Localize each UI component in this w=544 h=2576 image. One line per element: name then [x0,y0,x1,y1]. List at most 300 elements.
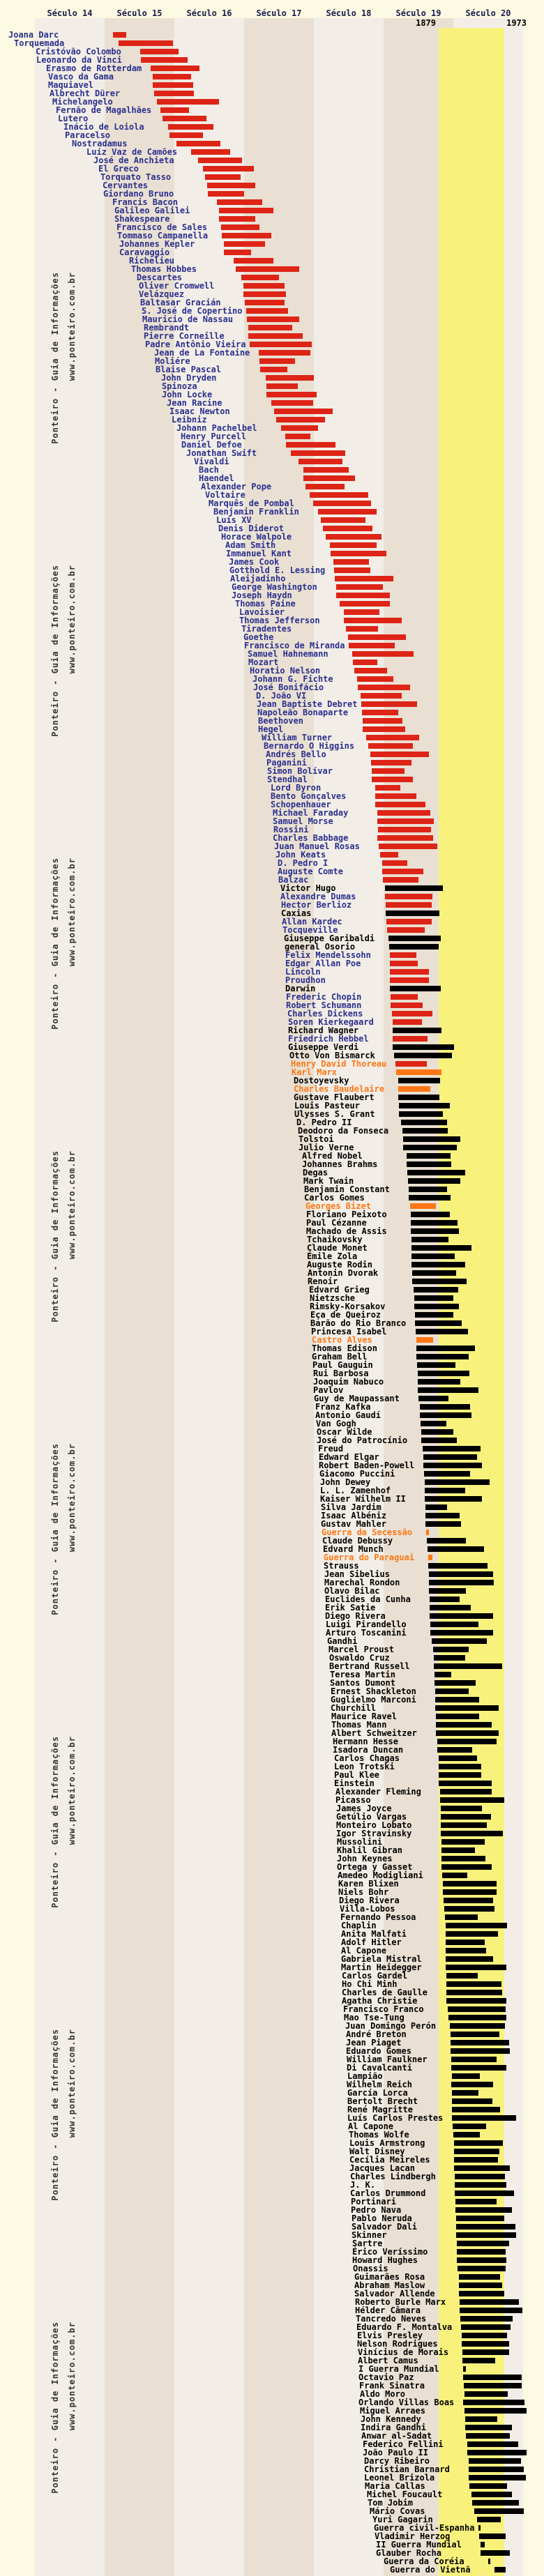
person-name[interactable]: Maurice Ravel [331,1712,397,1721]
person-name[interactable]: Freud [318,1444,344,1454]
person-name[interactable]: Vladimir Herzog [375,2531,451,2541]
event-name[interactable]: Guerra da Coréia [384,2556,464,2566]
person-name[interactable]: Ernest Shackleton [331,1686,416,1696]
person-name[interactable]: Francisco de Miranda [244,641,345,650]
person-name[interactable]: Isaac Albéniz [321,1511,386,1521]
person-name[interactable]: Richard Wagner [288,1026,359,1035]
person-name[interactable]: Orlando Villas Boas [358,2398,455,2407]
person-name[interactable]: Edward Elgar [319,1452,379,1462]
person-name[interactable]: Vinícius de Morais [358,2347,449,2357]
person-name[interactable]: Adam Smith [225,540,276,550]
person-name[interactable]: Darcy Ribeiro [364,2456,430,2466]
person-name[interactable]: Pablo Neruda [352,2213,412,2223]
person-name[interactable]: Schopenhauer [271,800,331,809]
person-name[interactable]: Gustave Flaubert [294,1092,375,1102]
person-name[interactable]: Goethe [243,632,274,642]
person-name[interactable]: Bento Gonçalves [271,791,347,801]
person-name[interactable]: Lincoln [285,967,321,977]
person-name[interactable]: Jean Racine [167,398,222,408]
person-name[interactable]: Yuri Gagarin [372,2515,433,2524]
person-name[interactable]: Tocqueville [282,925,338,935]
person-name[interactable]: Karl Marx [292,1067,338,1077]
person-name[interactable]: Diego Rivera [325,1611,386,1621]
person-name[interactable]: Alexander Pope [201,482,272,491]
person-name[interactable]: Michelangelo [52,97,113,107]
person-name[interactable]: Auguste Rodin [307,1260,372,1270]
person-name[interactable]: Nietzsche [310,1293,356,1303]
person-name[interactable]: Caxias [281,908,312,918]
event-name[interactable]: I Guerra Mundial [358,2364,439,2374]
person-name[interactable]: Stendhal [267,775,308,784]
person-name[interactable]: Michael Faraday [273,808,349,818]
person-name[interactable]: Francisco de Sales [116,222,208,232]
event-name[interactable]: Guerra civil-Espanha [374,2523,475,2533]
person-name[interactable]: Mozart [248,657,279,667]
person-name[interactable]: Wilhelm Reich [347,2080,412,2089]
person-name[interactable]: Isadora Duncan [333,1745,404,1755]
person-name[interactable]: Tancredo Neves [356,2314,427,2324]
person-name[interactable]: Frederic Chopin [286,992,362,1002]
person-name[interactable]: Miguel Arraes [360,2406,425,2416]
person-name[interactable]: Rossini [273,825,309,834]
person-name[interactable]: Skinner [352,2230,387,2240]
person-name[interactable]: S. José de Copertino [142,306,243,316]
person-name[interactable]: Charles Dickens [287,1009,363,1019]
person-name[interactable]: Émile Zola [307,1251,358,1261]
person-name[interactable]: Diego Rivera [339,1896,400,1905]
person-name[interactable]: Thomas Mann [331,1720,387,1730]
person-name[interactable]: Carlos Chagas [334,1753,400,1763]
person-name[interactable]: Descartes [137,273,183,282]
person-name[interactable]: Joana Darc [8,30,59,40]
person-name[interactable]: Hélder Câmara [355,2306,421,2315]
person-name[interactable]: Paul Gauguin [312,1360,373,1370]
person-name[interactable]: Samuel Hahnemann [248,649,328,659]
person-name[interactable]: Gandhi [327,1636,358,1646]
person-name[interactable]: Deodoro da Fonseca [298,1126,389,1136]
person-name[interactable]: William Turner [262,733,333,742]
person-name[interactable]: Luís Carlos Prestes [347,2113,444,2123]
person-name[interactable]: Hermann Hesse [333,1737,398,1746]
person-name[interactable]: Tom Jobim [368,2498,414,2508]
person-name[interactable]: Claude Monet [307,1243,368,1253]
person-name[interactable]: Darwin [285,984,316,993]
person-name[interactable]: Eduardo Gomes [346,2046,411,2056]
person-name[interactable]: Oscar Wilde [317,1427,372,1437]
person-name[interactable]: Joseph Haydn [232,590,292,600]
person-name[interactable]: Edvard Munch [323,1544,384,1554]
person-name[interactable]: Howard Hughes [352,2255,418,2265]
person-name[interactable]: Strauss [324,1561,359,1571]
person-name[interactable]: Anita Malfati [341,1929,407,1939]
person-name[interactable]: Nelson Rodrigues [357,2339,438,2349]
person-name[interactable]: John Keats [275,850,326,860]
person-name[interactable]: Antonio Gaudí [315,1410,381,1420]
person-name[interactable]: Thomas Wolfe [349,2130,409,2140]
person-name[interactable]: Princesa Isabel [311,1327,387,1336]
person-name[interactable]: Maria Callas [365,2481,425,2491]
person-name[interactable]: Cristóvão Colombo [36,47,121,56]
person-name[interactable]: Auguste Comte [278,867,343,876]
person-name[interactable]: John Dewey [320,1477,371,1487]
person-name[interactable]: Fernando Pessoa [340,1912,416,1922]
person-name[interactable]: Leonardo da Vinci [36,55,122,65]
person-name[interactable]: Horace Walpole [221,532,292,542]
person-name[interactable]: Rui Barbosa [313,1369,369,1378]
person-name[interactable]: Giacomo Puccini [319,1469,395,1479]
person-name[interactable]: Andrés Bello [266,749,326,759]
person-name[interactable]: Carlos Gomes [304,1193,365,1203]
person-name[interactable]: Salvador Allende [354,2289,435,2299]
person-name[interactable]: Proudhon [285,975,326,985]
person-name[interactable]: Galileo Galilei [114,206,190,215]
person-name[interactable]: Ulysses S. Grant [294,1109,375,1119]
person-name[interactable]: Churchill [331,1703,377,1713]
person-name[interactable]: Victor Hugo [280,883,336,893]
person-name[interactable]: Olavo Bilac [324,1586,380,1596]
person-name[interactable]: Guglielmo Marconi [331,1695,416,1705]
person-name[interactable]: Jonathan Swift [186,448,257,458]
person-name[interactable]: Hegel [258,724,284,734]
person-name[interactable]: Arturo Toscanini [326,1628,407,1638]
person-name[interactable]: Padre Antônio Vieira [145,340,246,349]
person-name[interactable]: Soren Kierkegaard [288,1017,374,1027]
person-name[interactable]: Balzac [278,875,309,885]
person-name[interactable]: Georges Bizet [305,1201,371,1211]
person-name[interactable]: Ho Chi Minh [342,1979,398,1989]
person-name[interactable]: Picasso [335,1795,371,1805]
person-name[interactable]: Agatha Christie [342,1996,418,2006]
person-name[interactable]: J. K. [350,2180,376,2190]
person-name[interactable]: Degas [303,1168,328,1178]
person-name[interactable]: Maquiavel [48,80,94,90]
person-name[interactable]: Inácio de Loiola [63,122,144,132]
person-name[interactable]: D. João VI [256,691,307,701]
person-name[interactable]: Santos Dumont [330,1678,395,1688]
person-name[interactable]: Isaac Newton [169,406,230,416]
person-name[interactable]: Oliver Cromwell [139,281,215,291]
person-name[interactable]: Machado de Assis [306,1226,387,1236]
person-name[interactable]: Oswaldo Cruz [329,1653,390,1663]
person-name[interactable]: Benjamin Constant [304,1184,390,1194]
person-name[interactable]: Castro Alves [312,1335,372,1345]
person-name[interactable]: Rimsky-Korsakov [310,1302,386,1311]
person-name[interactable]: Bertrand Russell [329,1661,410,1671]
person-name[interactable]: Luigi Pirandello [326,1619,407,1629]
person-name[interactable]: Cecília Meireles [349,2155,430,2165]
person-name[interactable]: Igor Stravinsky [336,1829,412,1838]
person-name[interactable]: Roberto Burle Marx [355,2297,446,2307]
person-name[interactable]: Renoir [308,1276,338,1286]
person-name[interactable]: Alfred Nobel [302,1151,363,1161]
person-name[interactable]: Albert Schweitzer [331,1728,417,1738]
person-name[interactable]: Kaiser Wilhelm II [320,1494,406,1504]
person-name[interactable]: Karen Blixen [338,1879,399,1889]
person-name[interactable]: Pavlov [313,1385,344,1395]
person-name[interactable]: Thomas Paine [235,599,296,609]
person-name[interactable]: Rembrandt [144,323,190,333]
person-name[interactable]: Immanuel Kant [226,549,292,558]
person-name[interactable]: Erasmo de Rotterdam [46,63,142,73]
person-name[interactable]: Monteiro Lobato [336,1820,412,1830]
person-name[interactable]: John Locke [162,390,213,399]
event-name[interactable]: II Guerra Mundial [376,2540,462,2550]
person-name[interactable]: José Bonifácio [253,683,324,692]
person-name[interactable]: Friedrich Hebbel [288,1034,369,1044]
person-name[interactable]: Di Cavalcanti [347,2063,412,2073]
person-name[interactable]: Mussolini [337,1837,383,1847]
person-name[interactable]: Giuseppe Verdi [288,1042,359,1052]
person-name[interactable]: Al Capone [348,2121,394,2131]
person-name[interactable]: Frank Sinatra [359,2381,425,2391]
person-name[interactable]: Euclides da Cunha [325,1594,411,1604]
person-name[interactable]: Henry Purcell [181,432,246,441]
person-name[interactable]: William Faulkner [347,2055,428,2064]
person-name[interactable]: Beethoven [258,716,304,726]
event-name[interactable]: Guerra do Paraguai [324,1553,415,1562]
person-name[interactable]: Abraham Maslow [354,2280,425,2290]
person-name[interactable]: José de Anchieta [93,155,174,165]
person-name[interactable]: Pierre Corneille [144,331,225,341]
person-name[interactable]: Mark Twain [303,1176,354,1186]
person-name[interactable]: Edgar Allan Poe [285,959,361,968]
person-name[interactable]: Van Gogh [316,1419,356,1428]
person-name[interactable]: Bernardo O Higgins [264,741,355,751]
person-name[interactable]: Mao Tse-Tung [344,2013,405,2022]
person-name[interactable]: Michel Foucault [367,2490,443,2499]
person-name[interactable]: Spinoza [162,381,197,391]
person-name[interactable]: Johann Pachelbel [176,423,257,433]
person-name[interactable]: Francisco Franco [343,2004,424,2014]
person-name[interactable]: Octavio Paz [358,2372,414,2382]
person-name[interactable]: Torquemada [14,38,65,48]
person-name[interactable]: general Osorio [285,942,356,952]
person-name[interactable]: Richelieu [129,256,175,266]
person-name[interactable]: Caravaggio [119,247,170,257]
person-name[interactable]: Simon Bolívar [267,766,333,776]
person-name[interactable]: James Joyce [336,1804,392,1813]
person-name[interactable]: Lord Byron [271,783,322,793]
person-name[interactable]: Niels Bohr [338,1887,389,1897]
person-name[interactable]: Blaise Pascal [156,365,221,374]
person-name[interactable]: Juan Manuel Rosas [274,841,360,851]
person-name[interactable]: Voltaire [205,490,245,500]
person-name[interactable]: Antonin Dvorak [308,1268,379,1278]
person-name[interactable]: Al Capone [341,1946,387,1956]
person-name[interactable]: Leibniz [172,415,207,425]
person-name[interactable]: Walt Disney [349,2147,405,2156]
person-name[interactable]: Amedeo Modigliani [338,1870,423,1880]
person-name[interactable]: Leon Trotski [334,1762,395,1771]
person-name[interactable]: Bertolt Brecht [347,2096,418,2106]
person-name[interactable]: El Greco [98,164,139,174]
person-name[interactable]: Juan Domingo Perón [345,2021,437,2031]
person-name[interactable]: Marquês de Pombal [209,498,294,508]
person-name[interactable]: Charles Babbage [273,833,349,843]
person-name[interactable]: Albert Camus [358,2356,418,2365]
person-name[interactable]: Marechal Rondon [324,1578,400,1587]
person-name[interactable]: Hector Berlioz [281,900,352,910]
person-name[interactable]: John Keynes [337,1854,393,1864]
person-name[interactable]: Villa-Lobos [340,1904,395,1914]
person-name[interactable]: Alexandre Dumas [280,892,356,901]
person-name[interactable]: Elvis Presley [357,2331,423,2340]
person-name[interactable]: Jean Sibelius [324,1569,390,1579]
person-name[interactable]: Christian Barnard [364,2464,450,2474]
person-name[interactable]: Marcel Proust [328,1645,394,1654]
person-name[interactable]: Luíz Vaz de Camões [86,147,178,157]
person-name[interactable]: Denis Diderot [218,524,284,533]
person-name[interactable]: Adolf Hitler [341,1937,402,1947]
person-name[interactable]: Henry David Thoreau [291,1059,387,1069]
person-name[interactable]: Edvard Grieg [309,1285,370,1295]
person-name[interactable]: Napoleão Bonaparte [257,708,349,717]
person-name[interactable]: Eça de Queiroz [310,1310,381,1320]
person-name[interactable]: Johann G. Fichte [252,674,333,684]
person-name[interactable]: Jean Baptiste Debret [257,699,358,709]
person-name[interactable]: René Magritte [347,2105,413,2114]
person-name[interactable]: Pedro Nava [351,2205,402,2215]
person-name[interactable]: Louis Armstrong [349,2138,425,2148]
person-name[interactable]: Jean de La Fontaine [154,348,250,358]
person-name[interactable]: Jacques Lacan [349,2163,415,2173]
person-name[interactable]: Graham Bell [312,1352,368,1362]
person-name[interactable]: Samuel Morse [273,816,333,826]
person-name[interactable]: D. Pedro I [278,858,328,868]
person-name[interactable]: Nostradamus [72,139,128,148]
person-name[interactable]: Vasco da Gama [48,72,114,82]
person-name[interactable]: Salvador Dali [352,2222,417,2232]
person-name[interactable]: Onassis [353,2264,388,2273]
person-name[interactable]: Portinari [351,2197,397,2207]
person-name[interactable]: Teresa Martin [330,1670,395,1679]
person-name[interactable]: Louis Pasteur [294,1101,360,1111]
person-name[interactable]: Johannes Brahms [302,1159,378,1169]
person-name[interactable]: Eduardo F. Montalva [356,2322,453,2332]
person-name[interactable]: Velázquez [139,289,185,299]
person-name[interactable]: Giordano Bruno [103,189,174,199]
person-name[interactable]: Paganini [266,758,307,768]
person-name[interactable]: Jean Piaget [346,2038,402,2048]
person-name[interactable]: Leonel Brizola [364,2473,435,2483]
person-name[interactable]: Bach [199,465,219,475]
person-name[interactable]: Charles Lindbergh [350,2172,436,2181]
person-name[interactable]: André Breton [346,2029,407,2039]
person-name[interactable]: Baltasar Gracián [140,298,221,307]
person-name[interactable]: Barão do Rio Branco [310,1318,407,1328]
person-name[interactable]: Fernão de Magalhães [56,105,152,115]
person-name[interactable]: Carlos Gardel [342,1971,407,1981]
person-name[interactable]: Lampião [347,2071,383,2081]
person-name[interactable]: Vivaldi [194,457,229,466]
person-name[interactable]: Thomas Edison [312,1343,377,1353]
person-name[interactable]: D. Pedro II [296,1118,352,1127]
person-name[interactable]: Paul Klee [334,1770,380,1780]
person-name[interactable]: Tiradentes [241,624,292,634]
person-name[interactable]: Johannes Kepler [119,239,195,249]
person-name[interactable]: Dostoyevsky [294,1076,349,1085]
person-name[interactable]: Charles de Gaulle [342,1988,428,1997]
person-name[interactable]: Mário Covas [370,2506,425,2516]
person-name[interactable]: Allan Kardec [282,917,342,927]
person-name[interactable]: Otto Von Bismarck [289,1051,375,1060]
person-name[interactable]: Thomas Hobbes [131,264,197,274]
person-name[interactable]: Gotthold E. Lessing [229,565,326,575]
person-name[interactable]: Carlos Drummond [350,2188,426,2198]
person-name[interactable]: Einstein [334,1778,375,1788]
person-name[interactable]: George Washington [232,582,317,592]
person-name[interactable]: Luís XV [216,515,252,525]
person-name[interactable]: Guy de Maupassant [314,1394,400,1403]
person-name[interactable]: Joaquim Nabuco [313,1377,384,1387]
person-name[interactable]: L. L. Zamenhof [320,1486,391,1495]
person-name[interactable]: Charles Baudelaire [294,1084,385,1094]
person-name[interactable]: Alexander Fleming [335,1787,421,1797]
person-name[interactable]: Martin Heidegger [341,1963,422,1972]
person-name[interactable]: Haendel [199,473,234,483]
person-name[interactable]: Benjamin Franklin [213,507,299,517]
person-name[interactable]: Cervantes [103,181,149,190]
person-name[interactable]: Chaplin [341,1921,377,1930]
person-name[interactable]: Guimarães Rosa [354,2272,425,2282]
person-name[interactable]: James Cook [229,557,280,567]
person-name[interactable]: Floriano Peixoto [306,1210,387,1219]
person-name[interactable]: Ortega y Gasset [337,1862,413,1872]
person-name[interactable]: Francis Bacon [112,197,178,207]
person-name[interactable]: Federico Fellini [363,2439,444,2449]
person-name[interactable]: José do Patrocínio [317,1435,408,1445]
person-name[interactable]: Indira Gandhi [361,2423,426,2432]
person-name[interactable]: Érico Veríssimo [352,2247,428,2257]
person-name[interactable]: Tolstoi [299,1134,334,1144]
person-name[interactable]: García Lorca [347,2088,408,2098]
person-name[interactable]: Tchaikovsky [307,1235,363,1244]
person-name[interactable]: Aleijadinho [230,574,286,584]
person-name[interactable]: Paul Cézanne [306,1218,367,1228]
person-name[interactable]: Robert Baden-Powell [319,1461,415,1470]
person-name[interactable]: Torquato Tasso [100,172,172,182]
person-name[interactable]: Felix Mendelssohn [285,950,371,960]
person-name[interactable]: Gabriela Mistral [341,1954,422,1964]
person-name[interactable]: Claude Debussy [322,1536,393,1546]
person-name[interactable]: Erik Satie [325,1603,376,1613]
person-name[interactable]: Julio Verne [299,1143,354,1152]
person-name[interactable]: Giuseppe Garibaldi [284,933,375,943]
person-name[interactable]: Paracelso [65,130,111,140]
person-name[interactable]: Gustav Mahler [321,1519,386,1529]
person-name[interactable]: Albrecht Dürer [50,89,121,98]
event-name[interactable]: Guerra da Secessão [322,1527,413,1537]
event-name[interactable]: Guerra do Vietnã [390,2565,471,2575]
person-name[interactable]: Lavoisier [239,607,285,617]
person-name[interactable]: Silva Jardim [321,1502,381,1512]
person-name[interactable]: Tommaso Campanella [117,231,209,241]
person-name[interactable]: Sartre [352,2239,383,2248]
person-name[interactable]: Mauricio de Nassau [142,314,234,324]
person-name[interactable]: Anwar al-Sadat [361,2431,432,2441]
person-name[interactable]: Moliére [155,356,190,366]
person-name[interactable]: Aldo Moro [360,2389,406,2399]
person-name[interactable]: Khalil Gibran [337,1845,402,1855]
person-name[interactable]: Horatio Nelson [250,666,321,676]
person-name[interactable]: Getúlio Vargas [336,1812,407,1822]
person-name[interactable]: John Dryden [161,373,217,383]
person-name[interactable]: Thomas Jefferson [239,616,320,625]
person-name[interactable]: João Paulo II [363,2448,428,2457]
person-name[interactable]: Shakespeare [114,214,170,224]
person-name[interactable]: Daniel Defoe [181,440,242,450]
person-name[interactable]: Lutero [58,114,89,123]
